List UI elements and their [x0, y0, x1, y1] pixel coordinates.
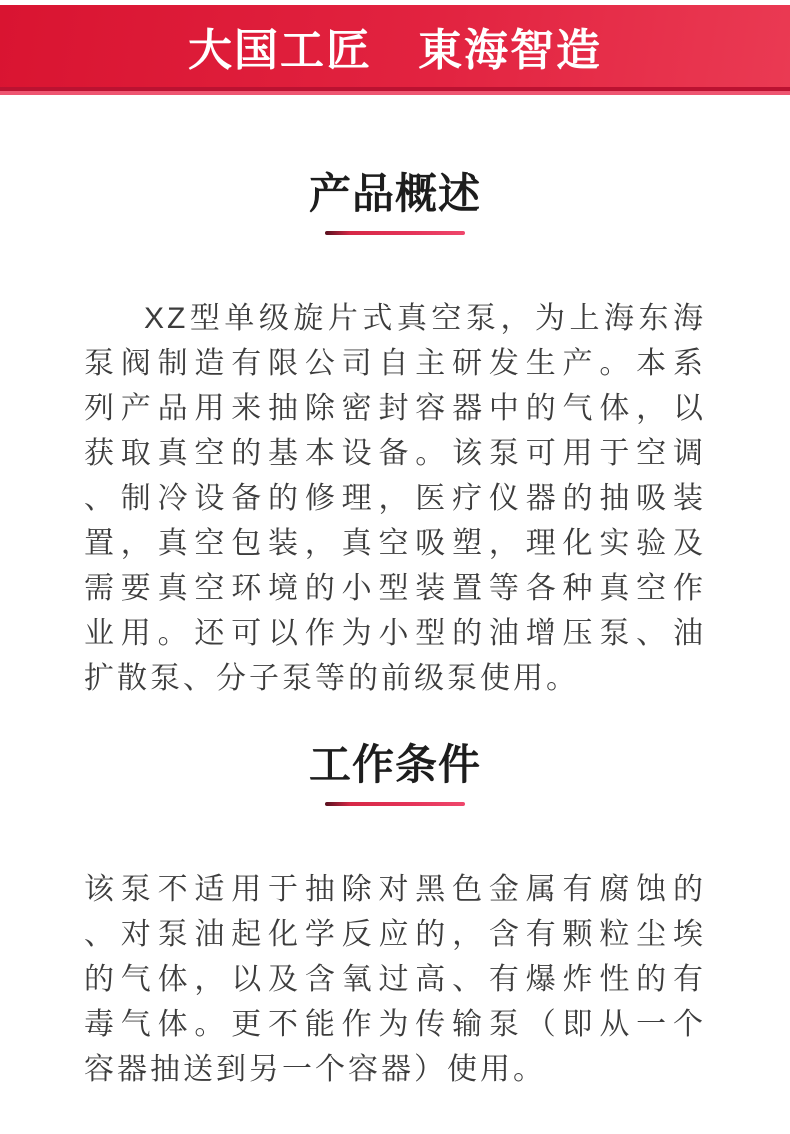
text-line: 该泵不适用于抽除对黑色金属有腐蚀的	[84, 873, 706, 906]
overview-heading: 产品概述	[308, 170, 481, 217]
text-line: XZ型单级旋片式真空泵，为上海东海	[144, 302, 706, 335]
conditions-paragraph	[84, 867, 706, 1092]
text-line: 的气体，以及含氧过高、有爆炸性的有	[84, 963, 706, 996]
text-line: 列产品用来抽除密封容器中的气体，以	[84, 392, 706, 425]
overview-paragraph	[84, 296, 706, 701]
overview-heading-underline	[325, 231, 465, 235]
section-working-conditions	[0, 741, 790, 1092]
page	[0, 5, 790, 1134]
conditions-heading: 工作条件	[308, 741, 481, 788]
conditions-heading-underline	[325, 802, 465, 806]
text-line: 泵阀制造有限公司自主研发生产。本系	[84, 347, 706, 380]
text-line: 获取真空的基本设备。该泵可用于空调	[84, 437, 706, 470]
text-line: 扩散泵、分子泵等的前级泵使用。	[84, 662, 579, 695]
brand-banner	[0, 5, 790, 87]
banner-edge-light	[0, 91, 790, 95]
brand-banner-title: 大国工匠 東海智造	[188, 26, 602, 75]
text-line: 毒气体。更不能作为传输泵（即从一个	[84, 1008, 706, 1041]
text-line: 、对泵油起化学反应的，含有颗粒尘埃	[84, 918, 706, 951]
section-product-overview	[0, 170, 790, 701]
text-line: 置，真空包装，真空吸塑，理化实验及	[84, 527, 706, 560]
text-line: 需要真空环境的小型装置等各种真空作	[84, 572, 706, 605]
text-line: 容器抽送到另一个容器）使用。	[84, 1053, 546, 1086]
text-line: 、制冷设备的修理，医疗仪器的抽吸装	[84, 482, 706, 515]
text-line: 业用。还可以作为小型的油增压泵、油	[84, 617, 706, 650]
product-detail-page	[0, 5, 790, 1134]
